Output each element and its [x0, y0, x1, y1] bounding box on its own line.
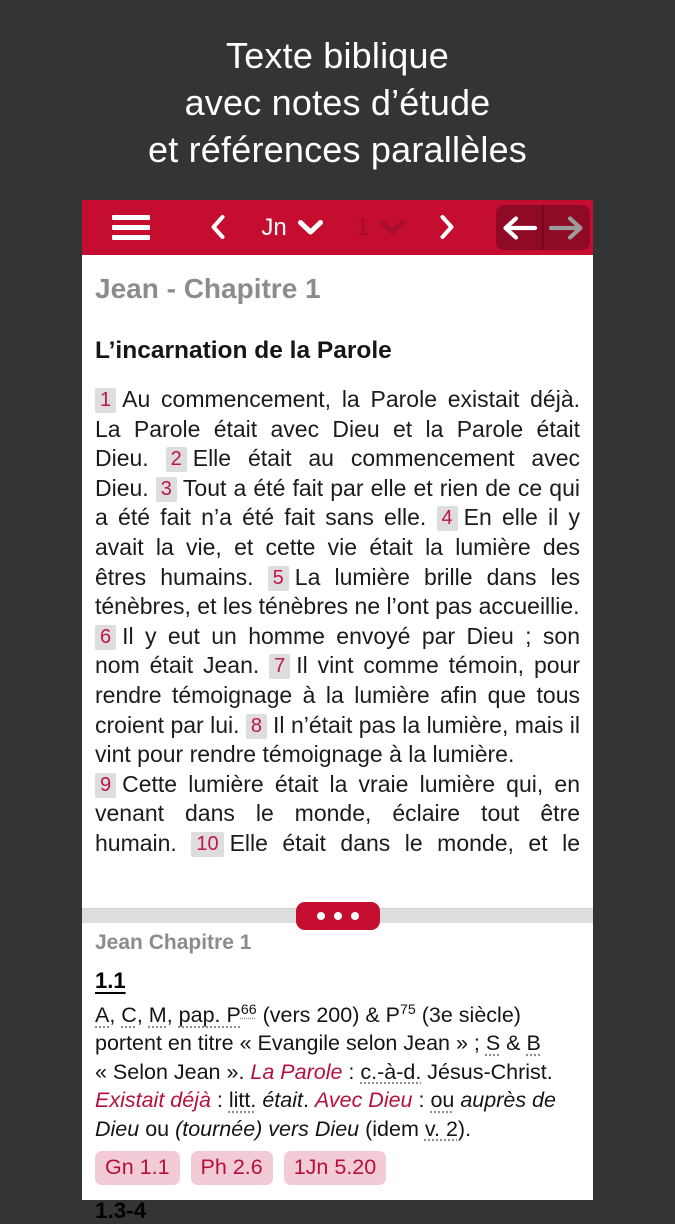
verse-text: Elle était au commencement avec Dieu. — [95, 445, 580, 501]
cross-ref-badge[interactable]: Ph 2.6 — [191, 1151, 273, 1185]
verse-number-badge[interactable]: 5 — [268, 566, 289, 591]
verse-text: Il y eut un homme envoyé par Dieu ; son nom était Jean. — [95, 622, 580, 679]
abbreviation-link[interactable]: C — [121, 1003, 137, 1027]
note-text-segment: 75 — [400, 1001, 416, 1018]
note-text-segment: , — [109, 1003, 122, 1027]
verse-text-container — [95, 385, 580, 859]
back-button[interactable] — [496, 205, 542, 250]
note-text-segment: ). — [457, 1116, 472, 1141]
verse-paragraph — [95, 622, 580, 770]
chevron-down-icon — [298, 220, 323, 235]
note-text-segment: (3e siècle) portent en titre « Evangile selon Jean » ; — [95, 1003, 521, 1056]
drag-handle[interactable] — [296, 902, 380, 930]
abbreviation-link[interactable]: ou — [430, 1088, 455, 1113]
intro-caption — [0, 32, 675, 173]
note-text-segment: était — [262, 1088, 303, 1113]
verse-text: La lumière brille dans les ténèbres, et les ténèbres ne l’ont pas accueillie. — [95, 563, 580, 620]
toolbar — [82, 200, 593, 255]
section-title: L’incarnation de la Parole — [95, 337, 392, 364]
history-navigation — [496, 205, 590, 250]
abbreviation-link[interactable]: A — [95, 1003, 110, 1027]
note-text-segment: « Selon Jean ». — [95, 1059, 251, 1084]
abbreviation-link[interactable]: M — [148, 1003, 167, 1027]
abbreviation-link[interactable]: v. 2 — [424, 1116, 458, 1141]
verse-paragraph — [95, 385, 580, 622]
abbreviation-link[interactable]: S — [485, 1031, 501, 1056]
arrow-left-icon — [501, 215, 537, 241]
verse-number-badge[interactable]: 7 — [269, 654, 290, 679]
book-dropdown[interactable] — [245, 205, 339, 250]
bible-text-panel[interactable] — [82, 255, 593, 908]
verse-text: Cette lumière était la vraie lumière qui, en venant dans le monde, éclaire tout être humain. — [95, 770, 580, 856]
verse-number-badge[interactable]: 9 — [95, 773, 116, 798]
verse-number-badge[interactable]: 4 — [437, 506, 458, 531]
panel-divider — [82, 908, 593, 923]
verse-text: Il vint comme témoin, pour rendre témoignage à la lumière afin que tous croient par lui. — [95, 652, 580, 738]
note-text-segment: , — [166, 1003, 179, 1027]
verse-number-badge[interactable]: 2 — [166, 447, 187, 472]
abbreviation-link[interactable]: B — [526, 1031, 541, 1056]
verse-number-badge[interactable]: 6 — [95, 625, 116, 650]
chevron-left-icon — [210, 214, 225, 240]
dot-icon — [334, 912, 342, 920]
book-chapter-selector — [245, 205, 422, 250]
forward-button[interactable] — [542, 205, 590, 250]
note-text-segment: (idem — [359, 1116, 425, 1141]
next-note-reference[interactable]: 1.3-4 — [95, 1198, 147, 1224]
note-text-segment: : — [412, 1088, 431, 1113]
note-text-segment: ou — [139, 1116, 176, 1141]
verse-text: En elle il y avait la vie, et cette vie était la lumière des êtres humains. — [95, 504, 580, 590]
abbreviation-link[interactable]: pap. P — [178, 1003, 241, 1027]
verse-text: Au commencement, la Parole existait déjà. La Parole était avec Dieu et la Parole était Dieu. — [95, 386, 580, 472]
chapter-dropdown-label: 1 — [355, 213, 370, 241]
verse-text: Elle était dans le monde, et le — [229, 829, 580, 856]
chapter-dropdown[interactable] — [339, 205, 422, 250]
note-text-segment: Avec Dieu — [314, 1088, 413, 1113]
verse-paragraph — [95, 770, 580, 859]
note-reference[interactable]: 1.1 — [95, 968, 126, 993]
study-notes-panel[interactable] — [82, 923, 593, 1224]
cross-ref-badge[interactable]: Gn 1.1 — [95, 1151, 180, 1185]
note-text-segment: , — [136, 1003, 149, 1027]
verse-text: Il n’était pas la lumière, mais il vint pour rendre témoignage à la lumière. — [95, 711, 580, 768]
previous-book-button[interactable] — [202, 204, 232, 250]
verse-number-badge[interactable]: 8 — [246, 714, 267, 739]
hamburger-icon — [112, 210, 150, 245]
note-text-segment: (tournée) vers Dieu — [175, 1116, 360, 1141]
note-text-segment: Existait déjà — [95, 1088, 211, 1113]
intro-line-1: Texte biblique — [226, 35, 449, 76]
intro-line-3: et références parallèles — [147, 129, 527, 170]
notes-panel-title: Jean Chapitre 1 — [95, 931, 252, 954]
app-window — [82, 200, 593, 1224]
note-text-segment: . — [302, 1088, 315, 1113]
note-text-segment: La Parole — [250, 1059, 343, 1084]
verse-number-badge[interactable]: 1 — [95, 388, 116, 413]
abbreviation-link[interactable]: c.-à-d. — [360, 1059, 422, 1084]
abbreviation-link[interactable]: litt. — [228, 1088, 257, 1113]
dot-icon — [317, 912, 325, 920]
note-text-segment: : — [210, 1088, 229, 1113]
note-text-segment: : — [342, 1059, 361, 1084]
note-text-segment: Jésus-Christ. — [421, 1059, 553, 1084]
chevron-right-icon — [440, 214, 455, 240]
intro-line-2: avec notes d’étude — [184, 82, 491, 123]
verse-number-badge[interactable]: 3 — [156, 477, 177, 502]
arrow-right-icon — [549, 215, 585, 241]
abbreviation-link[interactable]: 66 — [240, 1001, 257, 1018]
note-text-segment: auprès de Dieu — [95, 1088, 556, 1141]
note-text-segment: (vers 200) & P — [256, 1003, 400, 1027]
chevron-down-icon — [380, 220, 405, 235]
book-dropdown-label: Jn — [261, 213, 287, 241]
note-text-segment: & — [500, 1031, 527, 1056]
cross-references-row — [95, 1151, 580, 1185]
next-book-button[interactable] — [432, 204, 462, 250]
dot-icon — [351, 912, 359, 920]
verse-text: Tout a été fait par elle et rien de ce qui a été fait n’a été fait sans elle. — [95, 474, 580, 531]
cross-ref-badge[interactable]: 1Jn 5.20 — [284, 1151, 386, 1185]
chapter-title: Jean - Chapitre 1 — [95, 273, 321, 304]
note-text — [95, 1001, 580, 1143]
verse-number-badge[interactable]: 10 — [191, 832, 223, 857]
menu-button[interactable] — [96, 204, 166, 250]
